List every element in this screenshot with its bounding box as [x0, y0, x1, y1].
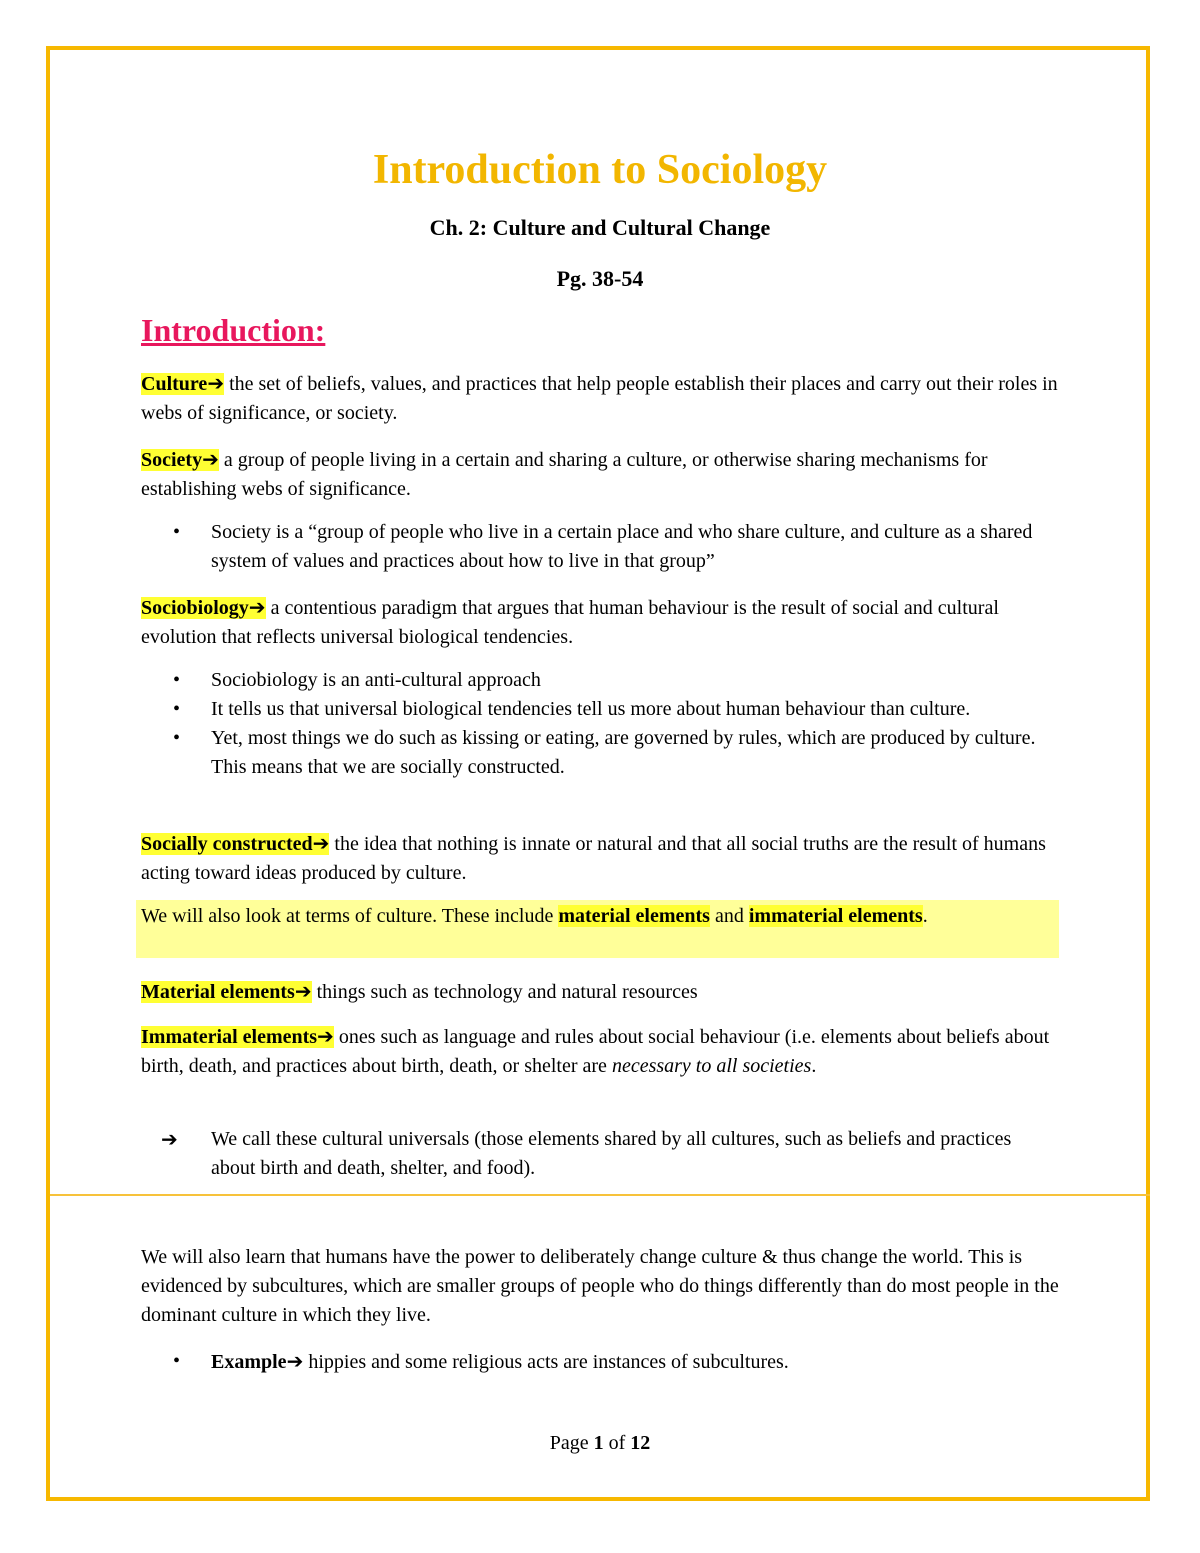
definition-socially-constructed: Socially constructed➔ the idea that nothing is innate or natural and that all social truths are the result of humans acting toward ideas produced by culture.	[141, 831, 1046, 884]
section-heading: Introduction:	[141, 312, 326, 348]
bullet-icon: •	[173, 698, 181, 720]
definition-immaterial: Immaterial elements➔ ones such as language and rules about social behaviour (i.e. elements about beliefs about birth, death, and practices about birth, death, or shelter are necessary to all societies.	[141, 1024, 1050, 1077]
term-society: Society➔	[141, 447, 219, 471]
term-immaterial-elements: immaterial elements	[748, 905, 923, 927]
definition-culture: Culture➔ the set of beliefs, values, and practices that help people establish their places and carry out their roles in webs of significance, or society.	[141, 371, 1058, 424]
terms-intro: We will also look at terms of culture. These include material elements and immaterial elements.	[141, 905, 928, 927]
arrow-bullet-icon: ➔	[161, 1127, 178, 1151]
list-item: ➔ We call these cultural universals (those elements shared by all cultures, such as beliefs and practices about birth and death, shelter, and food).	[161, 1127, 1012, 1179]
document-title: Introduction to Sociology	[372, 147, 828, 193]
sociobiology-bullets	[141, 666, 1041, 782]
term-sociobiology: Sociobiology➔	[141, 595, 266, 619]
bullet-icon: •	[173, 727, 181, 749]
arrow-icon: ➔	[286, 1349, 304, 1373]
page-footer: Page 1 of 12	[549, 1432, 651, 1454]
page-divider	[50, 1194, 1150, 1196]
definition-society: Society➔ a group of people living in a certain and sharing a culture, or otherwise sharing mechanisms for establishing webs of significance.	[141, 447, 988, 500]
current-page: 1	[593, 1432, 604, 1454]
list-item: • Society is a “group of people who live in a certain place and who share culture, and culture as a shared system of values and practices about how to live in that group”	[141, 518, 1041, 576]
arrow-icon: ➔	[207, 371, 225, 395]
universals-list	[141, 1125, 1041, 1183]
definition-sociobiology: Sociobiology➔ a contentious paradigm that argues that human behaviour is the result of social and cultural evolution that reflects universal biological tendencies.	[141, 595, 999, 648]
definition-material: Material elements➔ things such as technology and natural resources	[141, 979, 698, 1003]
arrow-icon: ➔	[202, 447, 219, 471]
italic-phrase: necessary to all societies	[611, 1055, 812, 1077]
subcultures-paragraph: We will also learn that humans have the power to deliberately change culture & thus change the world. This is evidenced by subcultures, which are smaller groups of people who do things differently than do most people in the dominant culture in which they live.	[141, 1246, 1059, 1326]
society-bullets	[141, 518, 1041, 576]
arrow-icon: ➔	[312, 831, 330, 855]
list-item: • Example➔ hippies and some religious acts are instances of subcultures.	[141, 1347, 1041, 1377]
arrow-icon: ➔	[248, 595, 266, 619]
term-culture: Culture➔	[141, 371, 225, 395]
list-item: • Yet, most things we do such as kissing or eating, are governed by rules, which are produced by culture. This means that we are socially constructed.	[141, 724, 1041, 782]
arrow-icon: ➔	[317, 1024, 334, 1048]
example-list	[141, 1347, 1041, 1377]
arrow-icon: ➔	[294, 979, 312, 1003]
list-item: • Sociobiology is an anti-cultural approach	[141, 666, 1041, 695]
bullet-icon: •	[173, 521, 181, 543]
bullet-icon: •	[173, 669, 181, 691]
term-material-elements: material elements	[558, 905, 710, 927]
page-range: Pg. 38-54	[556, 266, 644, 291]
chapter-title: Ch. 2: Culture and Cultural Change	[429, 215, 771, 240]
bullet-icon: •	[173, 1350, 181, 1372]
total-pages: 12	[630, 1432, 651, 1454]
list-item: • It tells us that universal biological tendencies tell us more about human behaviour than culture.	[141, 695, 1041, 724]
term-material: Material elements➔	[141, 979, 312, 1003]
term-socially-constructed: Socially constructed➔	[141, 831, 330, 855]
term-immaterial: Immaterial elements➔	[141, 1024, 334, 1048]
